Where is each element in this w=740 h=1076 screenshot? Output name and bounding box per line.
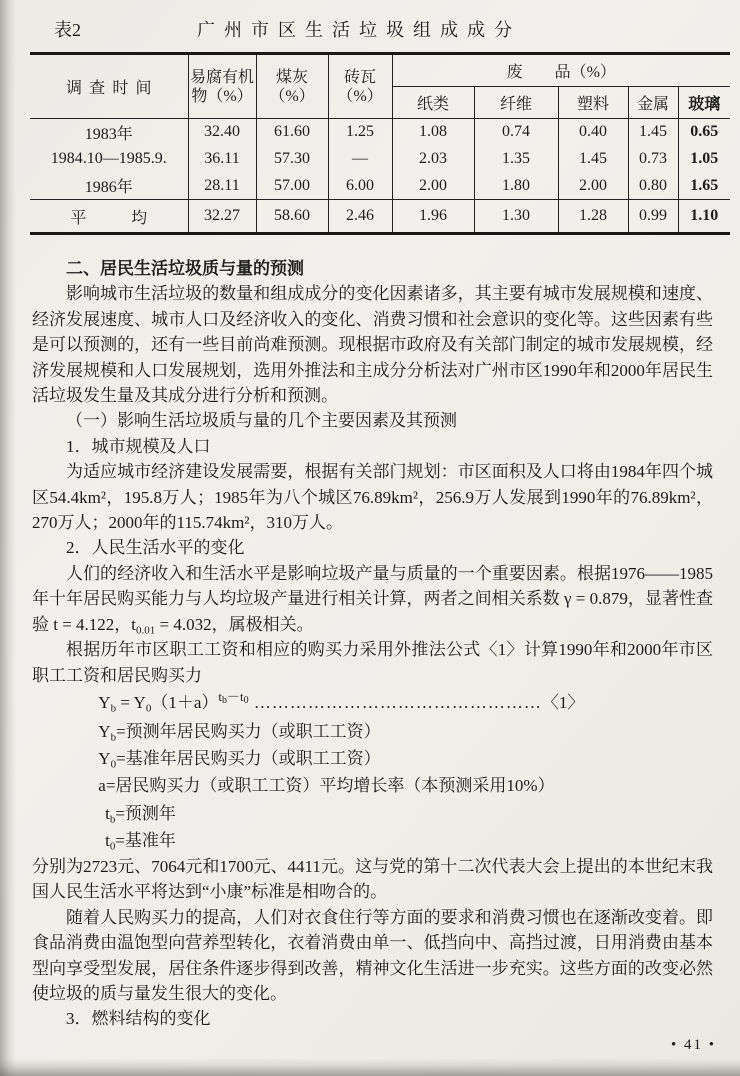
paragraph-intro: 影响城市生活垃圾的数量和组成成分的变化因素诸多，其主要有城市发展规模和速度、经济发展速度、城市人口及经济收入的变化、消费习惯和社会意识的变化等。这些因素有些是可以预测的，还有一些目前尚难预测。现根据市政府及有关部门制定的城市发展规模，经济发展规模和人口发展规划，选用外推法和主成分分析法对广州市区1990年和2000年居民生活垃圾发生量及其成分进行分析和预测。 [32, 284, 713, 406]
def-symbol: Y [98, 721, 111, 741]
table-title: 广州市区生活垃圾组成成分 [197, 20, 521, 40]
cell-time: 1984.10—1985.9. [50, 150, 167, 167]
cell-paper: 2.00 [392, 173, 474, 200]
def-symbol: Y [98, 749, 111, 769]
table-caption-row [54, 16, 710, 42]
formula-lhs: Y [98, 692, 111, 712]
col-header-survey-time: 调查时间 [30, 54, 188, 119]
scan-edge-bottom [0, 1058, 740, 1076]
cell-time: 1986年 [84, 179, 133, 197]
formula-1 [32, 688, 713, 718]
cell-brick: 1.25 [328, 119, 392, 146]
cell-time: 1983年 [84, 125, 133, 143]
cell-brick: — [328, 146, 392, 173]
def-text: =基准年居民购买力（或职工工资） [116, 749, 381, 769]
cell-fiber: 0.74 [474, 119, 558, 146]
col-header-scrap-group: 废 品（%） [392, 54, 730, 87]
cell-brick: 2.46 [328, 200, 392, 234]
def-symbol-sub: b [109, 812, 116, 825]
paragraph-results: 分别为2723元、7064元和1700元、4411元。这与党的第十二次代表大会上提出的本世纪末我国人民生活水平将达到“小康”标准是相吻合的。 [32, 856, 713, 902]
cell-metal: 1.45 [628, 119, 678, 146]
col-header-organic [188, 54, 256, 119]
col-header-coal-ash [256, 54, 328, 119]
cell-paper: 1.08 [392, 119, 474, 146]
col-header-plastic: 塑料 [558, 87, 628, 119]
col-header-brick-tile-line2: （%） [337, 87, 383, 105]
formula-factor: （1＋a） [151, 692, 219, 712]
table-row-1986 [30, 173, 730, 200]
formula-lhs-sub: b [110, 702, 117, 715]
formula-number-label: 〈1〉 [541, 692, 585, 712]
cell-organic: 32.40 [188, 119, 256, 146]
table-number-label: 表2 [54, 20, 81, 40]
living-text-segment-1: 人们的经济收入和生活水平是影响垃圾产量与质量的一个重要因素。根据1976——1985年十年居民购买能力与人均垃圾产量进行相关计算，两者之间相关系数 γ = 0.879，显著性查验 t = 4.122，t [32, 563, 713, 634]
cell-organic: 32.27 [188, 200, 256, 234]
definition-t0 [32, 827, 713, 854]
def-symbol-sub: b [110, 731, 117, 744]
formula-rhs-sub: 0 [145, 702, 152, 715]
def-text: =基准年 [115, 830, 176, 850]
col-header-glass: 玻璃 [678, 87, 730, 119]
definition-tb [32, 800, 713, 827]
cell-plastic: 0.40 [558, 119, 628, 146]
col-header-metal: 金属 [628, 87, 678, 119]
cell-paper: 1.96 [392, 200, 474, 234]
def-symbol: a [98, 776, 106, 796]
cell-glass: 0.65 [678, 119, 730, 146]
cell-plastic: 2.00 [558, 173, 628, 200]
heading-living-standard: 2．人民生活水平的变化 [66, 538, 245, 558]
cell-fiber: 1.35 [474, 146, 558, 173]
definition-y0 [32, 745, 713, 772]
exp-minus: － [227, 689, 241, 705]
exp-t1-sub: b [222, 695, 227, 707]
cell-ash: 57.30 [256, 146, 328, 173]
cell-ash: 61.60 [256, 119, 328, 146]
def-text: =预测年 [115, 803, 176, 823]
article-body [32, 256, 713, 1032]
waste-composition-table [30, 52, 730, 235]
exp-t2-sub: 0 [243, 695, 249, 707]
cell-ash: 58.60 [256, 200, 328, 234]
cell-organic: 28.11 [188, 173, 256, 200]
cell-brick: 6.00 [328, 173, 392, 200]
cell-plastic: 1.28 [558, 200, 628, 234]
cell-glass: 1.65 [678, 173, 730, 200]
formula-rhs: Y [133, 692, 146, 712]
cell-plastic: 1.45 [558, 146, 628, 173]
col-header-coal-ash-line2: （%） [269, 87, 315, 105]
living-text-segment-2: = 4.032，属极相关。 [155, 614, 314, 634]
paragraph-living-standard [32, 561, 713, 637]
formula-equals: = [116, 692, 134, 712]
cell-glass: 1.05 [678, 146, 730, 173]
def-text: =居民购买力（或职工工资）平均增长率（本预测采用10%） [105, 776, 555, 796]
paragraph-consumption: 随着人民购买力的提高，人们对衣食住行等方面的要求和消费习惯也在逐渐改变着。即食品消费由温饱型向营养型转化，衣着消费由单一、低挡向中、高挡过渡，日用消费由基本型向享受型发展，居住条件逐步得到改善，精神文化生活进一步充实。这些方面的改变必然使垃圾的质与量发生很大的变化。 [32, 907, 713, 1003]
cell-time: 平 均 [30, 200, 188, 234]
cell-metal: 0.99 [628, 200, 678, 234]
col-header-brick-tile [328, 54, 392, 119]
cell-fiber: 1.80 [474, 173, 558, 200]
heading-fuel-structure: 3．燃料结构的变化 [66, 1009, 211, 1029]
def-symbol-sub: 0 [109, 840, 116, 853]
col-header-organic-line2: 物（%） [191, 87, 253, 105]
cell-glass: 1.10 [678, 200, 730, 234]
paragraph-city-scale: 为适应城市经济建设发展需要，根据有关部门规划：市区面积及人口将由1984年四个城区54.4km²，195.8万人；1985年为八个城区76.89km²，256.9万人发展到1990年的76.89km²，270万人；2000年的115.74km²，310万人。 [32, 462, 713, 533]
definition-a [32, 772, 713, 799]
formula-exponent [218, 689, 249, 707]
page-number: • 41 • [670, 1037, 716, 1053]
heading-city-scale: 1．城市规模及人口 [66, 436, 211, 456]
section-heading: 二、居民生活垃圾质与量的预测 [66, 259, 304, 278]
col-header-paper: 纸类 [392, 87, 474, 119]
def-symbol-sub: 0 [110, 758, 117, 771]
cell-organic: 36.11 [188, 146, 256, 173]
col-header-fiber: 纤维 [474, 87, 558, 119]
col-header-coal-ash-line1: 煤灰 [275, 68, 308, 86]
exp-t2: t [240, 689, 244, 705]
paragraph-extrapolation: 根据历年市区职工工资和相应的购买力采用外推法公式〈1〉计算1990年和2000年市区职工工资和居民购买力 [32, 640, 713, 685]
scan-edge-left [0, 0, 16, 1076]
subsection-heading-factors: （一）影响生活垃圾质与量的几个主要因素及其预测 [66, 411, 457, 431]
def-symbol: t [105, 830, 110, 850]
col-header-organic-line1: 易腐有机 [189, 68, 254, 86]
cell-fiber: 1.30 [474, 200, 558, 234]
cell-paper: 2.03 [392, 146, 474, 173]
table-row-1983 [30, 119, 730, 146]
definition-yb [32, 718, 713, 745]
exp-t1: t [218, 689, 222, 705]
def-symbol: t [105, 803, 110, 823]
table-row-average [30, 200, 730, 234]
col-header-brick-tile-line1: 砖瓦 [343, 68, 376, 86]
t-subscript-001: 0.01 [136, 623, 156, 636]
cell-metal: 0.80 [628, 173, 678, 200]
formula-dot-leader: ………………………………………… [248, 692, 542, 712]
def-text: =预测年居民购买力（或职工工资） [116, 721, 381, 741]
table-row-1984-1985 [30, 146, 730, 173]
cell-metal: 0.73 [628, 146, 678, 173]
cell-ash: 57.00 [256, 173, 328, 200]
